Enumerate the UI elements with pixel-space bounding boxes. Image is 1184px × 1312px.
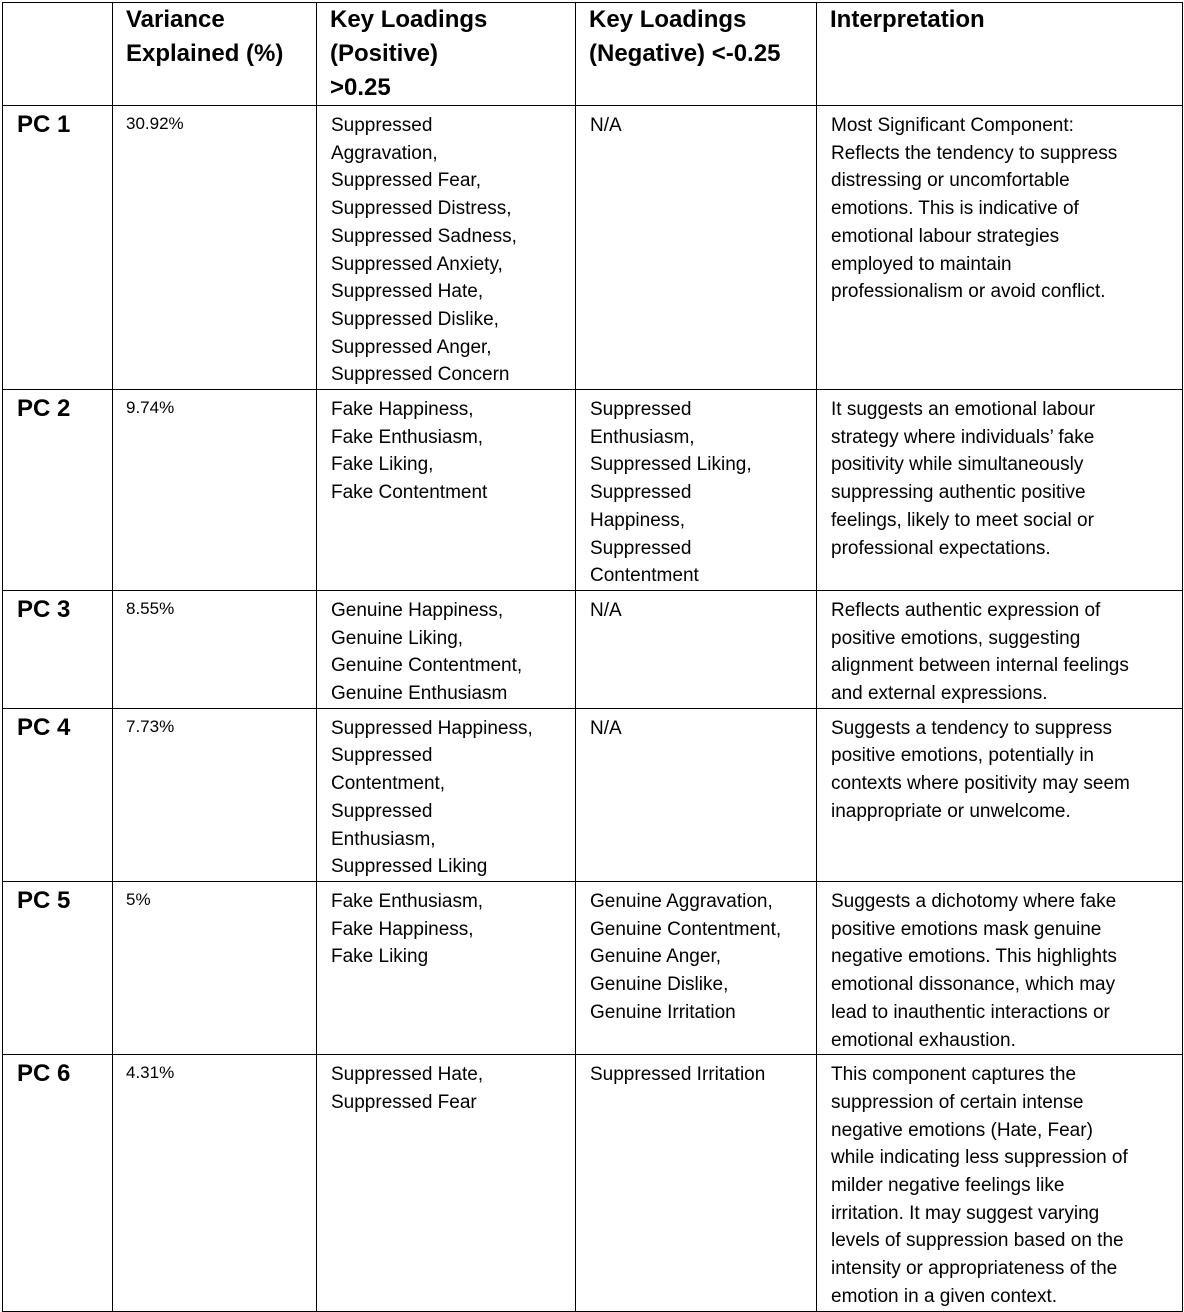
negative-loadings-text: N/A [590,717,622,739]
variance-cell [113,1055,317,1311]
header-variance-text: Variance Explained (%) [126,6,284,67]
positive-loadings-cell [317,106,576,390]
header-positive-loadings [317,3,576,106]
pc-label: PC 5 [17,886,71,914]
table-row [3,590,1183,708]
table-header-row [3,3,1183,106]
table-row [3,390,1183,591]
positive-loadings-text: Suppressed Hate, Suppressed Fear [331,1064,484,1113]
pc-label-cell [3,106,113,390]
variance-cell [113,106,317,390]
positive-loadings-text: Suppressed Aggravation, Suppressed Fear, Suppressed Distress, Suppressed Sadness, Suppressed Anxiety, Suppressed Hate, Suppressed Dislike, Suppressed Anger, Suppressed Concern [331,115,517,386]
negative-loadings-cell [576,390,817,591]
positive-loadings-text: Suppressed Happiness, Suppressed Contentment, Suppressed Enthusiasm, Suppressed Liking [331,717,533,878]
variance-cell [113,881,317,1054]
pc-label-cell [3,881,113,1054]
variance-value: 5% [126,889,151,909]
pc-label-cell [3,390,113,591]
negative-loadings-cell [576,881,817,1054]
negative-loadings-text: Suppressed Enthusiasm, Suppressed Liking, Suppressed Happiness, Suppressed Contentment [590,399,752,587]
interpretation-text: Most Significant Component: Reflects the tendency to suppress distressing or uncomfortable emotions. This is indicative of emotional labour strategies employed to maintain professionalism or avoid conflict. [831,115,1118,303]
positive-loadings-cell [317,708,576,881]
pc-label: PC 3 [17,595,71,623]
positive-loadings-text: Fake Happiness, Fake Enthusiasm, Fake Liking, Fake Contentment [331,399,488,504]
table-row [3,1055,1183,1311]
pc-label: PC 6 [17,1060,71,1088]
negative-loadings-text: Genuine Aggravation, Genuine Contentment, Genuine Anger, Genuine Dislike, Genuine Irritation [590,890,782,1023]
pc-label-cell [3,1055,113,1311]
positive-loadings-cell [317,390,576,591]
table-row [3,708,1183,881]
interpretation-text: Reflects authentic expression of positive emotions, suggesting alignment between internal feelings and external expressions. [831,599,1129,705]
interpretation-text: This component captures the suppression of certain intense negative emotions (Hate, Fear) while indicating less suppression of milder negative feelings like irritation. It may suggest varying levels of suppression based on the intensity or appropriateness of the emotion in a given context. [831,1064,1128,1307]
interpretation-cell [817,590,1183,708]
interpretation-text: Suggests a tendency to suppress positive emotions, potentially in contexts where positivity may seem inappropriate or unwelcome. [831,717,1130,822]
interpretation-cell [817,1055,1183,1311]
positive-loadings-text: Genuine Happiness, Genuine Liking, Genuine Contentment, Genuine Enthusiasm [331,599,523,705]
variance-value: 7.73% [126,716,175,736]
negative-loadings-cell [576,1055,817,1311]
negative-loadings-text: N/A [590,599,622,621]
negative-loadings-text: N/A [590,115,622,136]
header-negative-loadings [576,3,817,106]
header-positive-text: Key Loadings (Positive) >0.25 [330,6,488,101]
pc-label: PC 2 [17,395,71,423]
variance-value: 4.31% [126,1063,175,1083]
pc-label: PC 1 [17,111,71,138]
header-variance [113,3,317,106]
negative-loadings-cell [576,708,817,881]
header-empty-cell [3,3,113,106]
pc-label-cell [3,708,113,881]
positive-loadings-cell [317,590,576,708]
table-row [3,881,1183,1054]
pc-label: PC 4 [17,713,71,741]
variance-cell [113,590,317,708]
negative-loadings-cell [576,590,817,708]
interpretation-text: It suggests an emotional labour strategy where individuals’ fake positivity while simultaneously suppressing authentic positive feelings, likely to meet social or professional expectations. [831,399,1096,559]
interpretation-cell [817,106,1183,390]
positive-loadings-cell [317,1055,576,1311]
positive-loadings-text: Fake Enthusiasm, Fake Happiness, Fake Liking [331,890,484,968]
variance-value: 9.74% [126,398,175,418]
pca-components-table [2,2,1183,1312]
negative-loadings-cell [576,106,817,390]
variance-cell [113,708,317,881]
variance-value: 8.55% [126,598,175,618]
interpretation-text: Suggests a dichotomy where fake positive emotions mask genuine negative emotions. This highlights emotional dissonance, which may lead to inauthentic interactions or emotional exhaustion. [831,890,1117,1051]
pc-label-cell [3,590,113,708]
table-row [3,106,1183,390]
header-negative-text: Key Loadings (Negative) <-0.25 [589,6,781,67]
header-interpretation-text: Interpretation [830,6,985,33]
header-interpretation [817,3,1183,106]
variance-value: 30.92% [126,114,184,133]
interpretation-cell [817,390,1183,591]
interpretation-cell [817,708,1183,881]
interpretation-cell [817,881,1183,1054]
positive-loadings-cell [317,881,576,1054]
variance-cell [113,390,317,591]
negative-loadings-text: Suppressed Irritation [590,1064,766,1086]
